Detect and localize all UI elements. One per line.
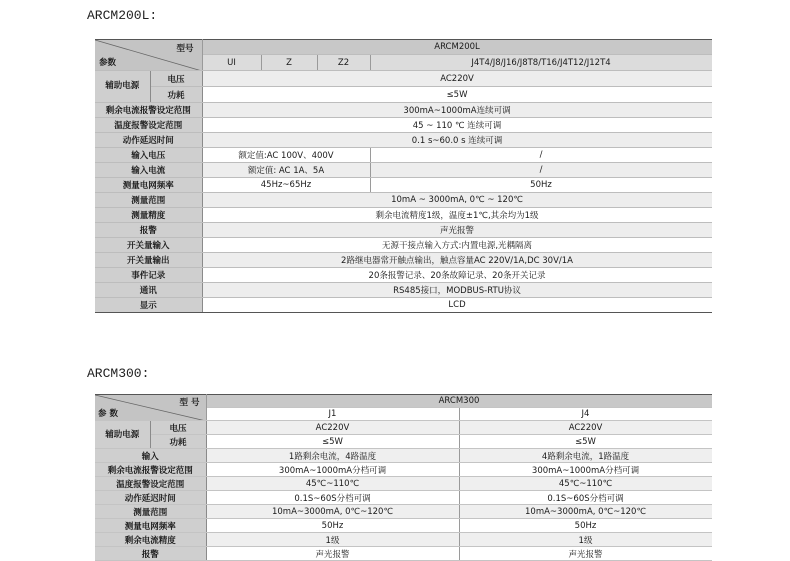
arcm300-heading: ARCM300: (87, 366, 150, 381)
variant-header: Z2 (317, 55, 370, 71)
aux-consumption-label: 功耗 (150, 435, 206, 449)
aux-voltage-label: 电压 (150, 71, 202, 87)
temp-alarm-value: 45 ~ 110 ℃ 连续可调 (202, 118, 712, 133)
residual-alarm-label: 剩余电流报警设定范围 (95, 103, 202, 118)
variant-header: UI (202, 55, 261, 71)
input-current-value: 额定值: AC 1A、5A (202, 163, 370, 178)
grid-frequency-label: 测量电网频率 (95, 178, 202, 193)
communication-label: 通讯 (95, 283, 202, 298)
display-value: LCD (202, 298, 712, 313)
arcm200l-heading: ARCM200L: (87, 8, 158, 23)
range-label: 测量范围 (95, 505, 206, 519)
corner-param-label: 参 数 (98, 409, 118, 419)
alarm-j1: 声光报警 (206, 547, 459, 561)
range-j1: 10mA~3000mA, 0℃~120℃ (206, 505, 459, 519)
aux-power-label: 辅助电源 (95, 71, 150, 103)
residual-accuracy-j1: 1级 (206, 533, 459, 547)
aux-consumption-j4: ≤5W (459, 435, 712, 449)
aux-voltage-label: 电压 (150, 421, 206, 435)
delay-label: 动作延迟时间 (95, 133, 202, 148)
accuracy-label: 测量精度 (95, 208, 202, 223)
aux-consumption-j1: ≤5W (206, 435, 459, 449)
arcm200l-spec-table (95, 39, 712, 320)
input-j1: 1路剩余电流，4路温度 (206, 449, 459, 463)
residual-alarm-j1: 300mA~1000mA分档可调 (206, 463, 459, 477)
range-value: 10mA ~ 3000mA, 0℃ ~ 120℃ (202, 193, 712, 208)
delay-label: 动作延迟时间 (95, 491, 206, 505)
grid-frequency-j1: 50Hz (206, 519, 459, 533)
range-label: 测量范围 (95, 193, 202, 208)
input-voltage-other: / (370, 148, 712, 163)
delay-value: 0.1 s~60.0 s 连续可调 (202, 133, 712, 148)
corner-header-cell (95, 40, 202, 71)
residual-alarm-j4: 300mA~1000mA分档可调 (459, 463, 712, 477)
display-label: 显示 (95, 298, 202, 313)
variant-header-j4: J4 (459, 408, 712, 421)
input-voltage-label: 输入电压 (95, 148, 202, 163)
temp-alarm-j4: 45℃~110℃ (459, 477, 712, 491)
switch-output-label: 开关量输出 (95, 253, 202, 268)
corner-model-label: 型号 (176, 44, 194, 54)
residual-alarm-label: 剩余电流报警设定范围 (95, 463, 206, 477)
corner-header-cell (95, 395, 206, 421)
event-log-value: 20条报警记录、20条故障记录、20条开关记录 (202, 268, 712, 283)
input-voltage-value: 额定值:AC 100V、400V (202, 148, 370, 163)
product-name-header: ARCM300 (206, 395, 712, 408)
product-name-header: ARCM200L (202, 40, 712, 55)
delay-j4: 0.1S~60S分档可调 (459, 491, 712, 505)
delay-j1: 0.1S~60S分档可调 (206, 491, 459, 505)
range-j4: 10mA~3000mA, 0℃~120℃ (459, 505, 712, 519)
grid-frequency-other: 50Hz (370, 178, 712, 193)
accuracy-value: 剩余电流精度1级，温度±1℃,其余均为1级 (202, 208, 712, 223)
arcm300-spec-table (95, 394, 712, 561)
switch-output-value: 2路继电器常开触点输出，触点容量AC 220V/1A,DC 30V/1A (202, 253, 712, 268)
residual-accuracy-j4: 1级 (459, 533, 712, 547)
alarm-label: 报警 (95, 223, 202, 238)
residual-alarm-value: 300mA~1000mA连续可调 (202, 103, 712, 118)
aux-power-label: 辅助电源 (95, 421, 150, 449)
alarm-label: 报警 (95, 547, 206, 561)
alarm-j4: 声光报警 (459, 547, 712, 561)
temp-alarm-label: 温度报警设定范围 (95, 118, 202, 133)
corner-model-label: 型 号 (179, 398, 200, 408)
input-current-label: 输入电流 (95, 163, 202, 178)
input-label: 输入 (95, 449, 206, 463)
variant-header: Z (261, 55, 317, 71)
aux-voltage-j4: AC220V (459, 421, 712, 435)
temp-alarm-j1: 45℃~110℃ (206, 477, 459, 491)
aux-consumption-value: ≤5W (202, 87, 712, 103)
aux-voltage-value: AC220V (202, 71, 712, 87)
aux-consumption-label: 功耗 (150, 87, 202, 103)
input-j4: 4路剩余电流，1路温度 (459, 449, 712, 463)
communication-value: RS485接口，MODBUS-RTU协议 (202, 283, 712, 298)
grid-frequency-value: 45Hz~65Hz (202, 178, 370, 193)
grid-frequency-j4: 50Hz (459, 519, 712, 533)
input-current-other: / (370, 163, 712, 178)
event-log-label: 事件记录 (95, 268, 202, 283)
corner-param-label: 参数 (99, 58, 117, 68)
temp-alarm-label: 温度报警设定范围 (95, 477, 206, 491)
switch-input-label: 开关量输入 (95, 238, 202, 253)
residual-accuracy-label: 剩余电流精度 (95, 533, 206, 547)
grid-frequency-label: 测量电网频率 (95, 519, 206, 533)
alarm-value: 声光报警 (202, 223, 712, 238)
variant-header-j1: J1 (206, 408, 459, 421)
aux-voltage-j1: AC220V (206, 421, 459, 435)
variant-header: J4T4/J8/J16/J8T8/T16/J4T12/J12T4 (370, 55, 712, 71)
switch-input-value: 无源干接点输入方式:内置电源,光耦隔离 (202, 238, 712, 253)
